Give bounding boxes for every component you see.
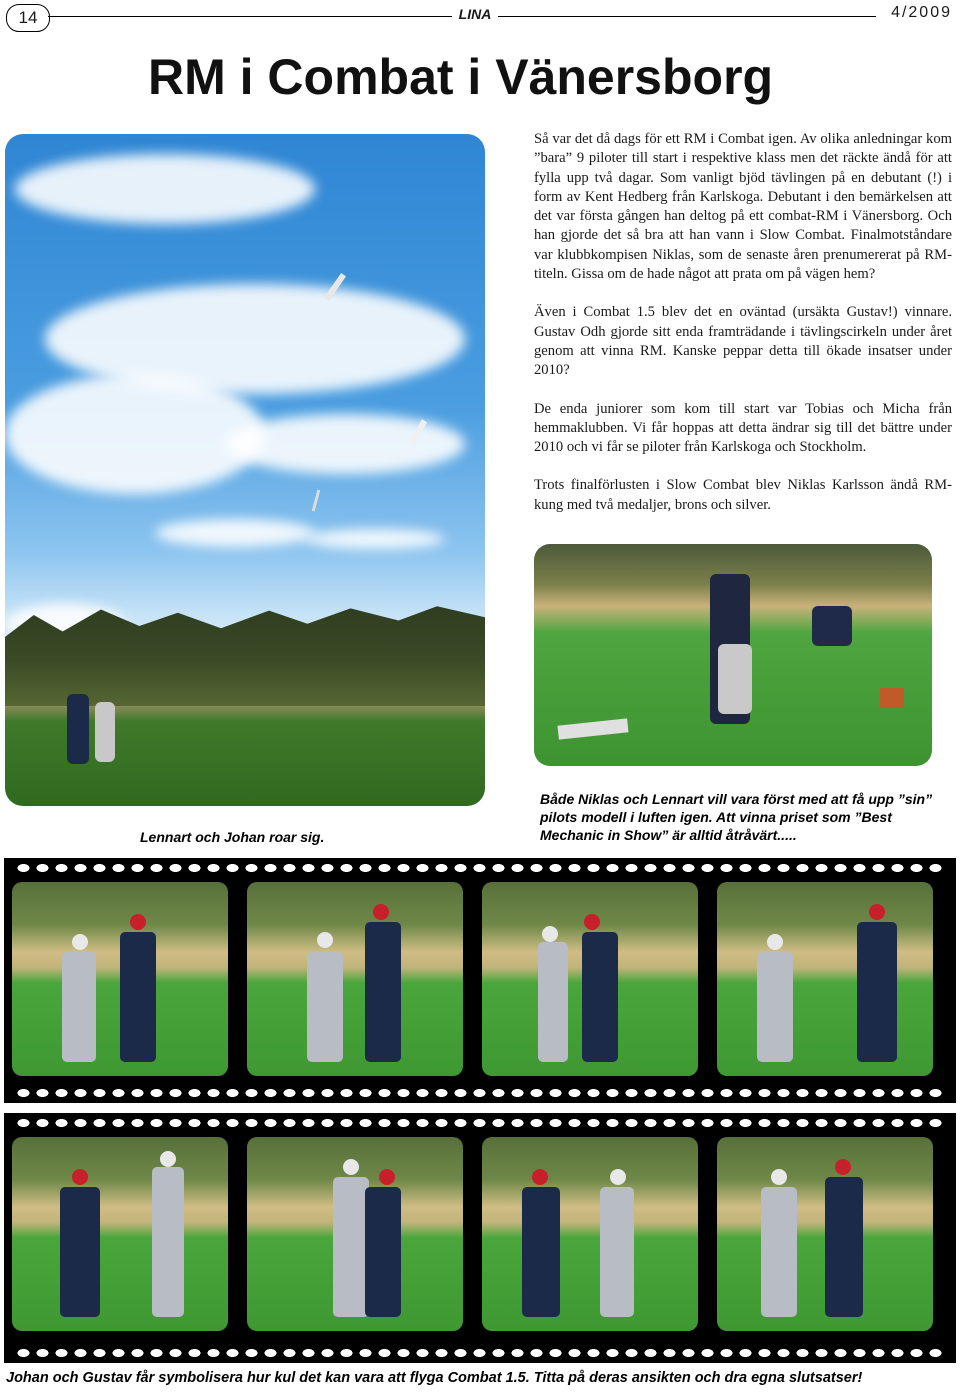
mechanics-photo [534, 544, 932, 766]
film-frame [247, 1137, 463, 1331]
issue-number: 4/2009 [891, 4, 952, 21]
mechanics-photo-caption: Både Niklas och Lennart vill vara först med att få upp ”sin” pilots modell i luften igen. Att vinna priset som ”Best Mechanic in Show” är alltid åtråvärt..... [540, 791, 933, 843]
film-perforation-row [14, 1118, 946, 1128]
page-number: 14 [6, 4, 50, 32]
film-frame [717, 1137, 933, 1331]
filmstrip-bottom [4, 1113, 956, 1363]
film-frame [12, 1137, 228, 1331]
film-frame [717, 882, 933, 1076]
article-paragraph: Även i Combat 1.5 blev det en oväntad (ursäkta Gustav!) vinnare. Gustav Odh gjorde sitt enda framträdande i tävlingscirkeln under året genom att vinna RM. Kanske peppar detta till ökade insatser under 2010? [534, 304, 952, 379]
article-paragraph: De enda juniorer som kom till start var Tobias och Micha från hemmaklubben. Vi får hoppas att detta ändrar sig till det bättre under 2010 och vi får se piloter från Karlskoga och Stockholm. [534, 400, 952, 456]
film-frame [482, 882, 698, 1076]
film-perforation-row [14, 863, 946, 873]
film-perforation-row [14, 1088, 946, 1098]
article-paragraph: Så var det då dags för ett RM i Combat igen. Av olika anledningar kom ”bara” 9 piloter till start i respektive klass men det räckte ändå för att fylla upp två dagar. Som vanligt bjöd tävlingen på en debutant (!) i form av Kent Hedberg från Karlskoga. Debutant i den bemärkelsen att det var första gången han deltog på ett combat-RM i Vänersborg. Och han gjorde det så bra att han vann i Slow Combat. Finalmotståndare var klubbkompisen Niklas, som de senaste åren prenumererat på RM-titeln. Gissa om de hade något att prata om på vägen hem? [534, 131, 952, 283]
film-perforation-row [14, 1348, 946, 1358]
sky-photo-caption: Lennart och Johan roar sig. [140, 829, 325, 845]
sky-photo [5, 134, 485, 806]
filmstrip-top [4, 858, 956, 1103]
film-frame [12, 882, 228, 1076]
magazine-logo: LINA [452, 5, 498, 23]
film-frame [482, 1137, 698, 1331]
header-rule-left [48, 16, 452, 17]
filmstrip-caption: Johan och Gustav får symbolisera hur kul det kan vara att flyga Combat 1.5. Titta på deras ansikten och dra egna slutsatser! [6, 1370, 863, 1386]
model-plane-icon [312, 489, 321, 511]
header-rule-right [498, 16, 876, 17]
film-frame [247, 882, 463, 1076]
article-body [534, 130, 952, 534]
article-title: RM i Combat i Vänersborg [148, 49, 774, 105]
article-paragraph: Trots finalförlusten i Slow Combat blev Niklas Karlsson ändå RM-kung med två medaljer, brons och silver. [534, 477, 952, 513]
